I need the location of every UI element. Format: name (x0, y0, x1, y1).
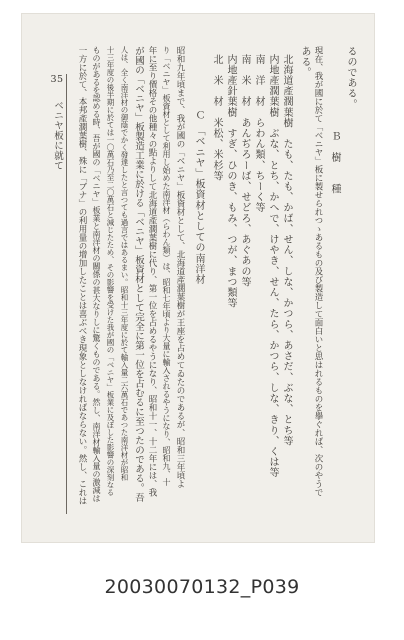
text-column: ある。 (299, 46, 310, 78)
text-column: 十三年度の後半期に於ては一〇萬石乃至二〇萬石と減じたため、その影響を受けた我が國の「ベニヤ」板業に及ぼした影響の深刻なる (106, 46, 115, 496)
text-column: ものがあるを認める時、吾が國の「ベニヤ」板業と南洋材の關係の甚大なりしに驚くものである。然し、南洋材輸入量の激減は (92, 46, 101, 502)
book-page (22, 14, 374, 542)
text-column: が國の「ベニヤ」板製造工業に於ける「ベニヤ」板資材として完全に第一位を占むるに至つたのである。吾 (133, 46, 144, 502)
text-column: 一方に於て、本邦產濶葉樹、殊に「ブナ」の利用量の增加したことは喜ぶべき現象としなければならない。然し、これは (77, 46, 87, 505)
header-rule (66, 74, 67, 514)
text-column: 現在、我が國に於て「ベニヤ」板に製せられつゝあるもの及び製造して面白いと思はれるものを擧ぐれば、次のやうで (313, 46, 323, 497)
running-header (50, 74, 64, 171)
text-column: り「ベニヤ」板資材として利用し始めた南洋材（らわん類）は、昭和七年頃より大量に輸入されるやうになり、昭和九、十 (162, 46, 171, 486)
species-row: 南 米 材 あんぢろーば、せどろ、あぐあの等 (239, 54, 250, 288)
species-row: 内地產針葉樹 すぎ、ひのき、もみ、つが、まつ類等 (225, 54, 236, 309)
text-column: るのである。 (345, 46, 356, 110)
text-column: 人は、全く南洋材の御蔭でかく發達したと言つても過言ではあるまい。昭和十三年度に於て輸入量二六萬石であつた南洋材が昭和 (120, 46, 129, 481)
species-row: 内地產濶葉樹 ぶな、とち、かへで、けやき、せん、たら、かつら、しな、きり、くは等 (267, 54, 278, 478)
species-row: 南 洋 材 らわん類、ちーく等 (253, 54, 264, 213)
running-title: ベニヤ板に就て (52, 100, 63, 171)
page-number: 35 (50, 74, 64, 85)
section-heading: Ｃ 「ベニヤ」板資材としての南洋材 (193, 46, 204, 285)
species-row: 北海道產濶葉樹 たも、たも、かば、せん、しな、かつら、あさだ、ぶな、とち等 (281, 54, 292, 447)
text-column: 昭和九年頃まで、我が國の「ベニヤ」板資材として、北海道產濶葉樹が王座を占めてゐたのであるが、昭和三年頃よ (175, 46, 185, 488)
text-column: 年に至り價格その他種々の點よりして北海道產濶葉樹に代り、第一位を占めるやうになり、昭和十一、十二年には、我 (147, 46, 157, 497)
section-heading: Ｂ 樹 種 (329, 46, 340, 195)
image-id-caption: 20030070132_P039 (104, 576, 300, 598)
species-row: 北 米 材 米松、米杉等 (211, 54, 222, 182)
